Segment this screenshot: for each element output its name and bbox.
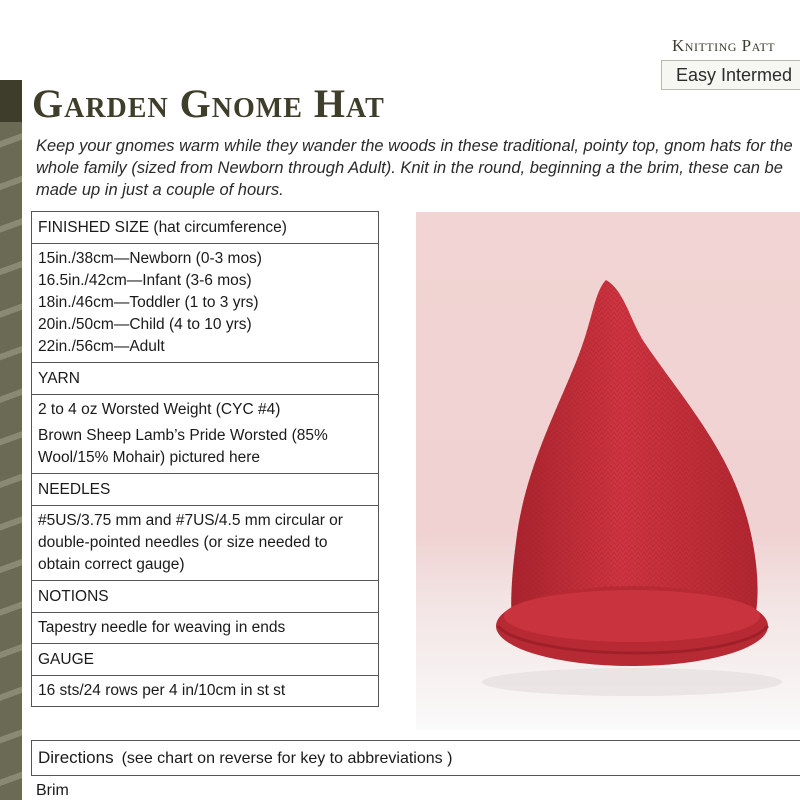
skill-level-field: Easy Intermed: [661, 60, 800, 90]
notions-heading: NOTIONS: [32, 581, 379, 613]
yarn-weight: 2 to 4 oz Worsted Weight (CYC #4): [38, 401, 281, 418]
size-item: 20in./50cm—Child (4 to 10 yrs): [38, 316, 252, 333]
directions-note: (see chart on reverse for key to abbreviations ): [121, 750, 453, 767]
sidebar-accent: [0, 80, 22, 122]
hat-photo: [416, 212, 800, 730]
pattern-category: Knitting Patt: [672, 36, 776, 55]
gauge-details: 16 sts/24 rows per 4 in/10cm in st st: [32, 676, 379, 707]
specs-table: [31, 211, 379, 707]
gnome-hat-illustration: [416, 212, 800, 730]
notions-details: Tapestry needle for weaving in ends: [32, 613, 379, 644]
needles-details: #5US/3.75 mm and #7US/4.5 mm circular or double-pointed needles (or size needed to obtain correct gauge): [32, 506, 379, 581]
yarn-heading: YARN: [32, 363, 379, 395]
yarn-details: [32, 395, 379, 474]
size-item: 22in./56cm—Adult: [38, 338, 165, 355]
leaf-pattern: [0, 122, 22, 800]
needles-heading: NEEDLES: [32, 474, 379, 506]
gauge-heading: GAUGE: [32, 644, 379, 676]
size-item: 16.5in./42cm—Infant (3-6 mos): [38, 272, 252, 289]
directions-label: Directions: [38, 748, 114, 767]
size-list: [32, 244, 379, 363]
size-item: 18in./46cm—Toddler (1 to 3 yrs): [38, 294, 259, 311]
directions-header: [31, 740, 800, 776]
intro-paragraph: Keep your gnomes warm while they wander the woods in these traditional, pointy top, gnom hats for the whole family (sized from Newborn through Adult). Knit in the round, beginning a the brim, these can be made up in just a couple of hours.: [36, 137, 793, 199]
size-heading: FINISHED SIZE (hat circumference): [32, 212, 379, 244]
size-item: 15in./38cm—Newborn (0-3 mos): [38, 250, 262, 267]
section-heading-brim: Brim: [36, 782, 69, 799]
page-title: Garden Gnome Hat: [32, 81, 385, 126]
yarn-brand: Brown Sheep Lamb’s Pride Worsted (85% Wool/15% Mohair) pictured here: [38, 427, 328, 466]
